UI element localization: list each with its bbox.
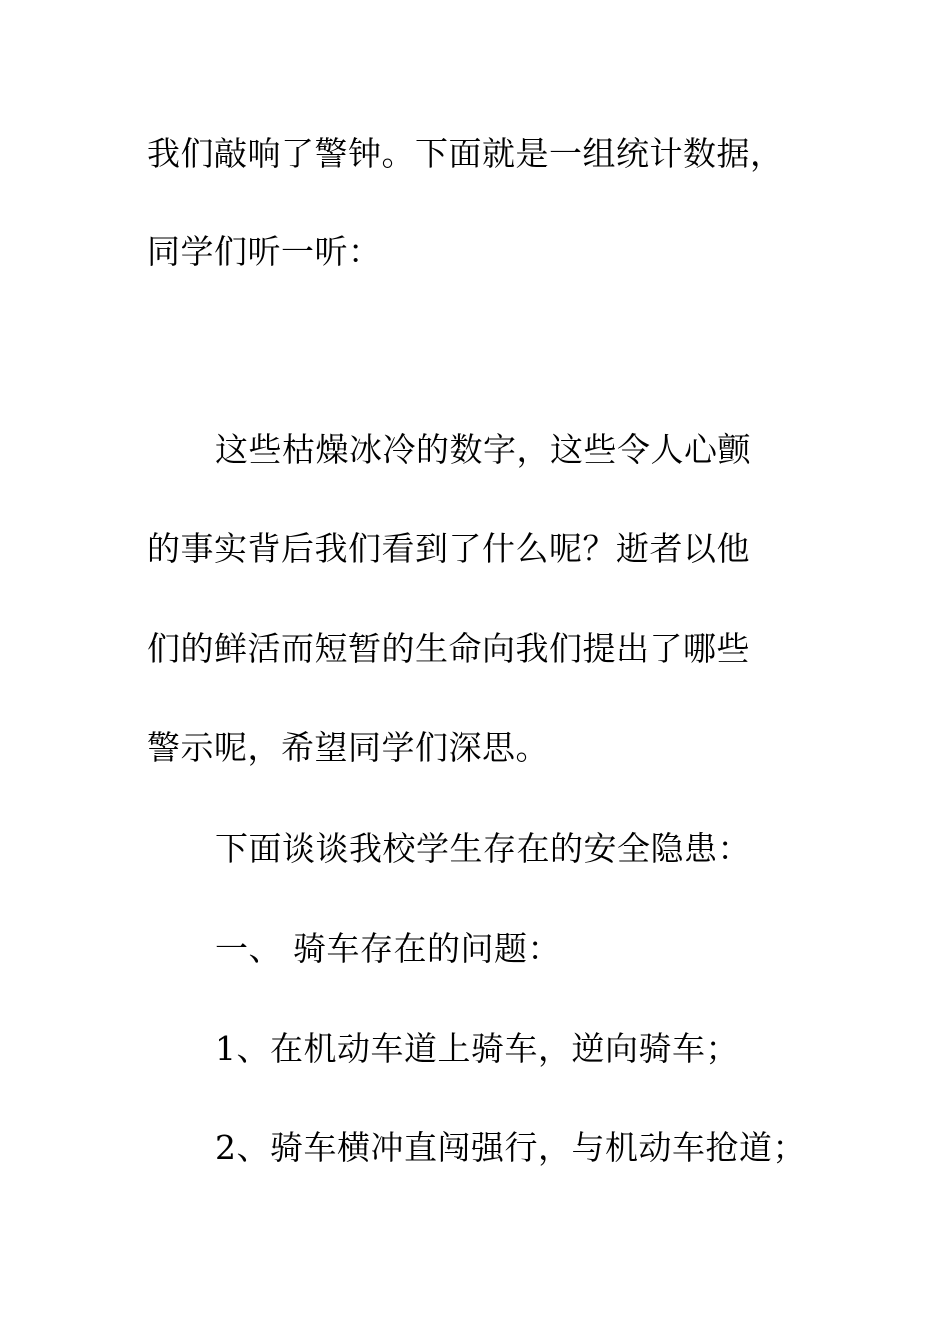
text-line-7: 下面谈谈我校学生存在的安全隐患： [215,829,751,868]
text-line-2: 同学们听一听： [147,232,382,271]
text-line-3: 这些枯燥冰冷的数字，这些令人心颤 [215,430,751,469]
text-line-4: 的事实背后我们看到了什么呢？逝者以他 [147,529,750,568]
text-line-6: 警示呢，希望同学们深思。 [147,728,549,767]
text-line-8: 一、 骑车存在的问题： [215,929,561,968]
text-line-10: 2、骑车横冲直闯强行，与机动车抢道； [215,1128,806,1167]
text-line-1: 我们敲响了警钟。下面就是一组统计数据， [147,134,784,173]
text-line-9: 1、在机动车道上骑车，逆向骑车； [215,1029,739,1068]
text-line-5: 们的鲜活而短暂的生命向我们提出了哪些 [147,629,750,668]
